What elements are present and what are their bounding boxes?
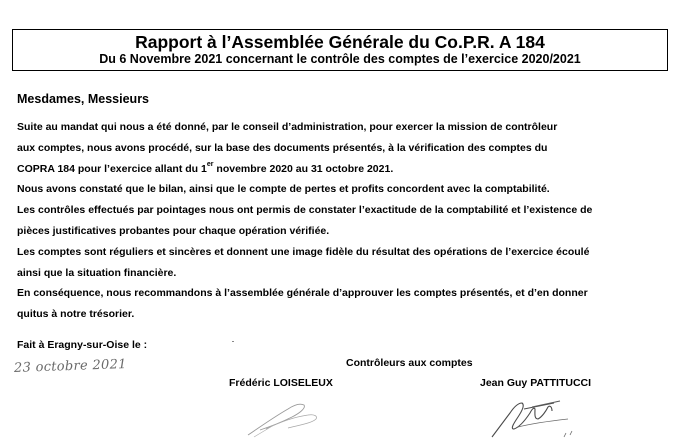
body-line-3 xyxy=(17,159,677,180)
place-and-date-label: Fait à Eragny-sur-Oise le : xyxy=(17,339,148,351)
body-line-3-end: novembre 2020 au 31 octobre 2021. xyxy=(213,162,394,175)
controllers-title: Contrôleurs aux comptes xyxy=(346,357,473,369)
body-line-8: ainsi que la situation financière. xyxy=(17,266,177,279)
salutation: Mesdames, Messieurs xyxy=(17,92,150,106)
report-subtitle: Du 6 Novembre 2021 concernant le contrôle des comptes de l’exercice 2020/2021 xyxy=(99,52,581,66)
ordinal-superscript: er xyxy=(206,161,214,169)
report-body xyxy=(17,117,677,325)
body-line-7: Les comptes sont réguliers et sincères et donnent une image fidèle du résultat des opérations de l’exercice écoulé xyxy=(17,245,590,258)
body-line-3-start: COPRA 184 pour l’exercice allant du 1 xyxy=(17,162,207,175)
handwritten-date: 23 octobre 2021 xyxy=(13,357,128,376)
body-line-4: Nous avons constaté que le bilan, ainsi que le compte de pertes et profits concordent avec la comptabilité. xyxy=(17,183,550,196)
body-line-2: aux comptes, nous avons procédé, sur la base des documents présentés, à la vérification des comptes du xyxy=(17,141,548,154)
signature-1-image xyxy=(244,395,324,439)
controller-name-2: Jean Guy PATTITUCCI xyxy=(480,377,592,389)
body-line-5: Les contrôles effectués par pointages nous ont permis de constater l’exactitude de la comptabilité et l’existence de xyxy=(17,204,593,217)
body-line-9: En conséquence, nous recommandons à l’assemblée générale d’approuver les comptes présentés, et d’en donner xyxy=(17,287,588,300)
body-line-6: pièces justificatives probantes pour chaque opération vérifiée. xyxy=(17,224,330,237)
report-title: Rapport à l’Assemblée Générale du Co.P.R. A 184 xyxy=(135,32,545,52)
report-header-box xyxy=(12,29,668,71)
scan-speck xyxy=(232,341,234,342)
signature-2-image xyxy=(488,393,583,439)
body-line-1: Suite au mandat qui nous a été donné, par le conseil d’administration, pour exercer la mission de contrôleur xyxy=(17,121,558,133)
body-line-10: quitus à notre trésorier. xyxy=(17,308,135,321)
controller-name-1: Frédéric LOISELEUX xyxy=(229,377,333,389)
